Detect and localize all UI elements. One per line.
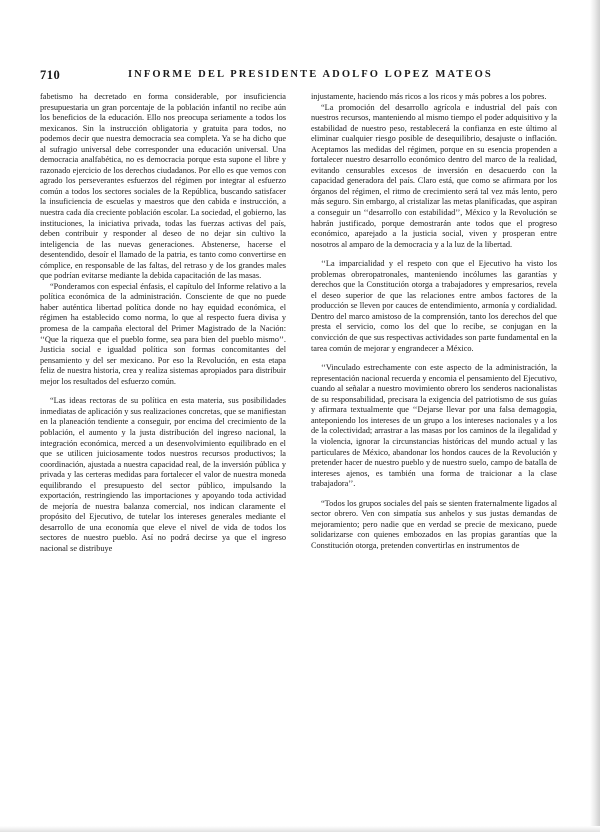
page-number: 710: [40, 68, 61, 82]
left-paragraph-1: fabetismo ha decretado en forma considerable, por insuficiencia presupuestaria un gran porcentaje de la población infantil no recibe aún los beneficios de la educación. Ello nos preocupa seriamente a todos los mexicanos. Sin la instrucción obligatoria y gratuita para todos, no podemos decir que nuestra democracia sea completa. Ya se ha dicho que al sufragio universal debe corresponder una educación universal. Una democracia analfabética, no es democracia porque esta supone el libre y razonado ejercicio de los derechos ciudadanos. Por ello es que vemos con agrado los perseverantes esfuerzos del régimen por integrar al esfuerzo común a todos los sectores sociales de la República, buscando satisfacer la insuficiencia de escuelas y maestros que den cabida e instrucción, a nuestra cada día creciente población escolar. La sociedad, el gobierno, las instituciones, la iniciativa privada, todas las fuerzas activas del país, deben contribuir y responder al deseo de no dejar sin cultivo la inteligencia de las nuevas generaciones. Abstenerse, hacerse el desentendido, desoír el llamado de la patria, es tanto como convertirse en cómplice, en responsable de las faltas, del retraso y de los grandes males que podrían evitarse mediante la debida capacitación de las masas.: [40, 92, 286, 281]
right-paragraph-1: injustamente, haciendo más ricos a los ricos y más pobres a los pobres.: [311, 92, 547, 101]
right-paragraph-2: “La promoción del desarrollo agrícola e industrial del país con nuestros recursos, manteniendo al mismo tiempo el poder adquisitivo y la estabilidad de nuestro peso, restablecerá la confianza en este último al eliminar cualquier riesgo posible de desequilibrio, desajuste o inflación. Aceptamos las medidas del régimen, porque en su esencia propenden a fortalecer nuestro desarrollo económico dentro del marco de la realidad, evitando censurables excesos de inversión en desacuerdo con la capacidad generadora del país. Claro está, que como se afirmara por los órganos del régimen, el ritmo de crecimiento será tal vez más lento, pero más seguro. Sin embargo, al cristalizar las metas planificadas, que aspiran a conseguir un ‘‘desarrollo con estabilidad’’, México y la Revolución se habrán justificado, porque demostrarán ante todos que el progreso económico, aparejado a la justicia social, viven y prosperan entre nosotros al amparo de la democracia y a la luz de la libertad.: [311, 102, 557, 249]
left-paragraph-2: “Ponderamos con especial énfasis, el capítulo del Informe relativo a la política económica de la administración. Consciente de que no puede haber auténtica libertad política donde no hay equidad económica, el régimen ha establecido como norma, lo que al respecto fuera divisa y promesa de la campaña electoral del Primer Magistrado de la Nación: ‘‘Que la riqueza que el pueblo forme, sea para bien del pueblo mismo’’. Justicia social e igualdad política son formas concomitantes del pensamiento y del ser mexicano. Por eso la Revolución, en esta etapa feliz de nuestra historia, crea y realiza sistemas apropiados para distribuir mejor los resultados del esfuerzo común.: [40, 281, 286, 386]
right-paragraph-4: ‘‘Vinculado estrechamente con este aspecto de la administración, la representación nacional recuerda y encomia el pensamiento del Ejecutivo, cuando al señalar a nuestro movimiento obrero los senderos nacionalistas de su responsabilidad, precisara la exigencia del patriotismo de sus guías y afirmara textualmente que ‘‘Dejarse llevar por una falsa demagogia, anteponiendo los intereses de un grupo a los intereses nacionales y a los de la colectividad; arrastrar a las masas por los caminos de la ilegalidad y la violencia, ignorar la circunstancias históricas del mundo actual y las particulares de México, abandonar los hondos cauces de la Revolución y pretender hacer de nuestro pueblo y de nuestro suelo, campo de batalla de intereses ajenos, es también una forma de traicionar a la clase trabajadora’’.: [311, 363, 557, 489]
running-head: INFORME DEL PRESIDENTE ADOLFO LOPEZ MATEOS: [128, 69, 493, 80]
scan-shadow-right: [590, 0, 600, 832]
page-header: [40, 68, 560, 84]
right-paragraph-5: “Todos los grupos sociales del país se sienten fraternalmente ligados al sector obrero. Ven con simpatía sus anhelos y sus justas demandas de mejoramiento; pero nadie que en verdad se precie de mexicano, puede solidarizarse con quienes embozados en las propias garantías que la Constitución otorga, pretenden convertirlas en instrumentos de: [311, 498, 557, 550]
left-column: [40, 92, 286, 555]
right-paragraph-3: ‘‘La imparcialidad y el respeto con que el Ejecutivo ha visto los problemas obreropatronales, manteniendo incólumes las garantías y derechos que la Constitución otorga a trabajadores y empresarios, revela el deseo superior de que las relaciones entre ambos factores de la producción se lleven por cauces de entendimiento, armonía y cordialidad. Dentro del marco amistoso de la comprensión, tanto los derechos del que presta el servicio, como los del que lo recibe, se conjugan en la convicción de que sus respectivas actividades son parte fundamental en la tarea común de mejorar y engrandecer a México.: [311, 259, 557, 353]
scan-shadow-bottom: [0, 826, 600, 832]
right-column: [311, 92, 557, 551]
left-paragraph-3: “Las ideas rectoras de su política en esta materia, sus posibilidades inmediatas de aplicación y sus realizaciones concretas, que se manifiestan en la planeación tendiente a conseguir, por encima del crecimiento de la población, el aumento y la justa distribución del ingreso nacional, la integración económica, merced a un desenvolvimiento equilibrado en el que se utilicen juiciosamente todos nuestros recursos productivos; la coordinación, ajustada a nuestra capacidad real, de la inversión pública y privada y las certeras medidas para fortalecer el valor de nuestra moneda equilibrando el presupuesto del sector público, impulsando la exportación, restringiendo las importaciones y apoyando toda actividad de mejoría de nuestra balanza comercial, nos indican claramente el propósito del Ejecutivo, de tutelar los intereses generales mediante el desarrollo de una economía que eleve el nivel de vida de todos los sectores de nuestro pueblo. Así no podrá decirse ya que el ingreso nacional se distribuye: [40, 396, 286, 553]
